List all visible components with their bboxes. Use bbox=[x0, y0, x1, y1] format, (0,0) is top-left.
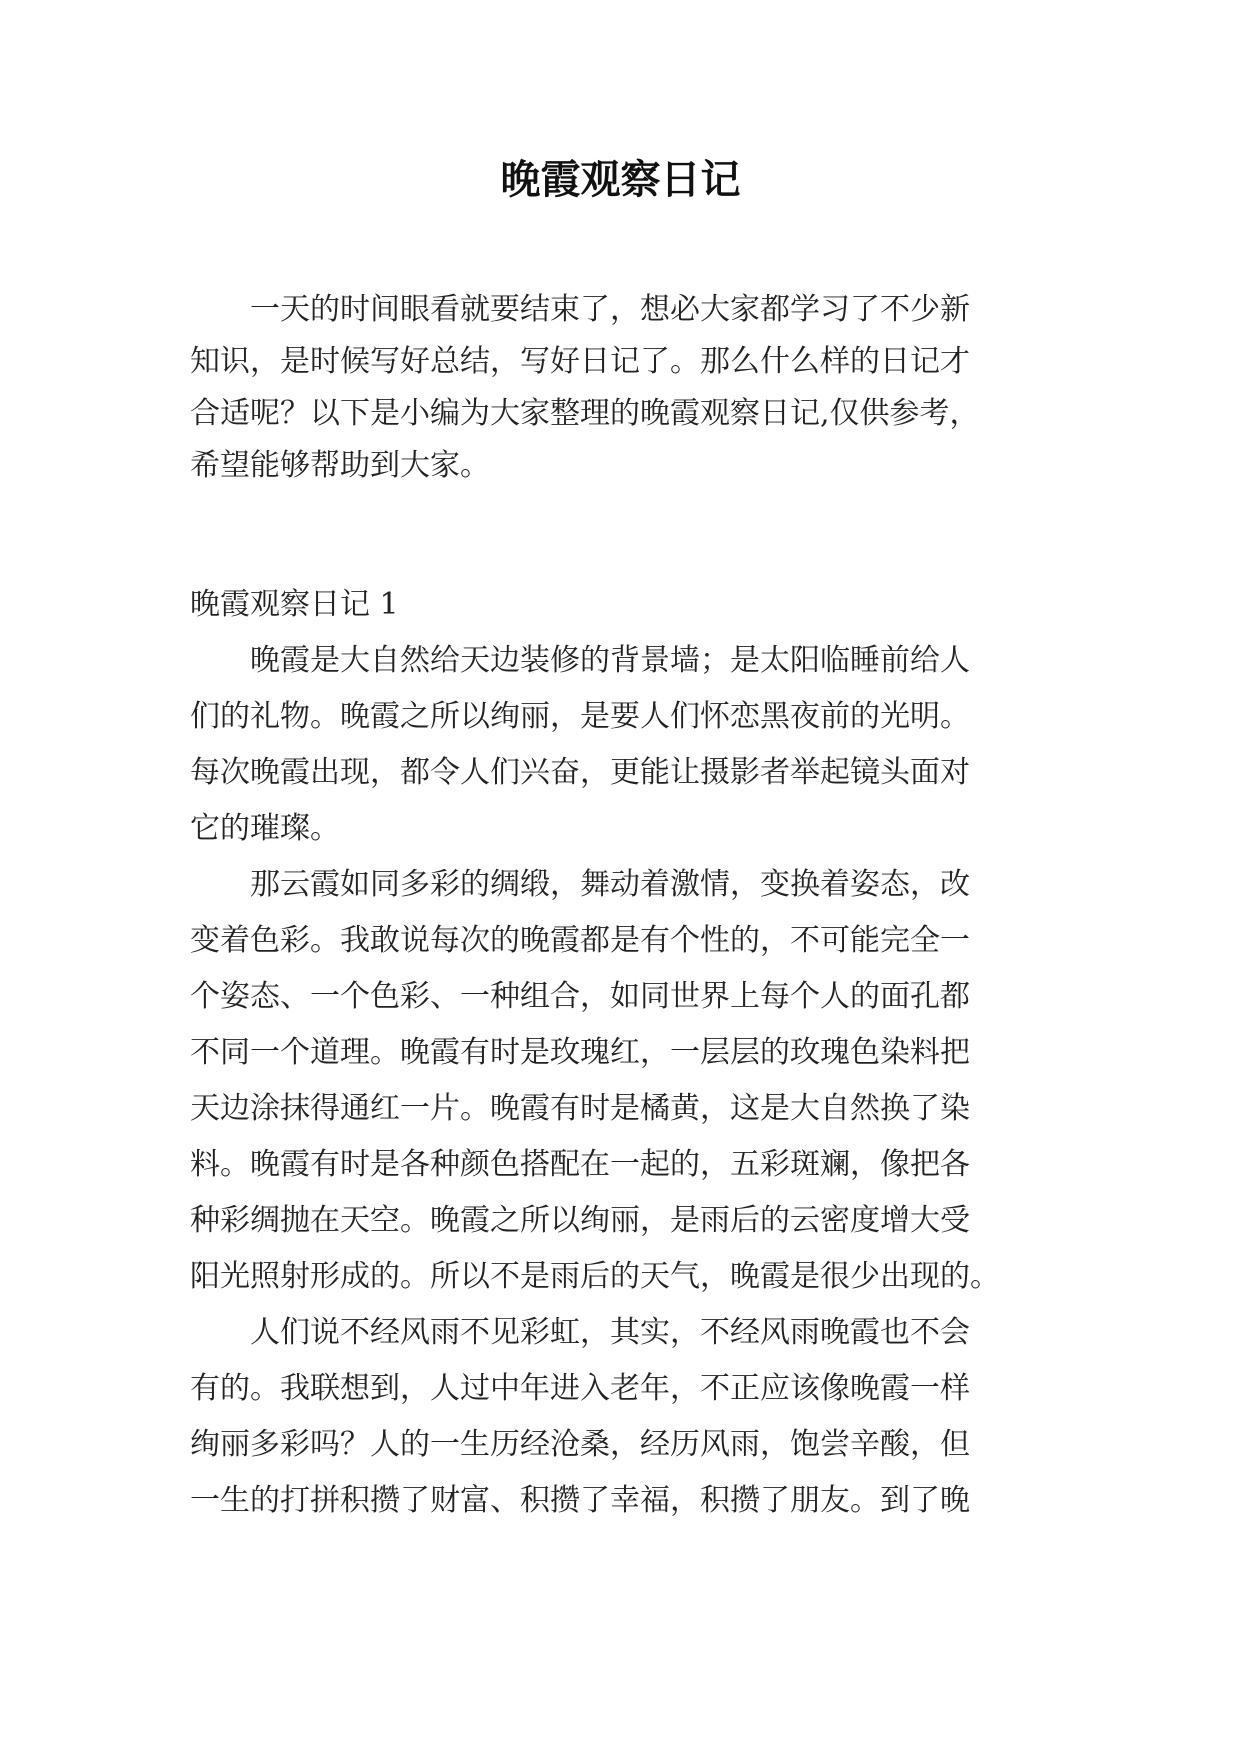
text-line: 绚丽多彩吗？人的一生历经沧桑，经历风雨，饱尝辛酸，但 bbox=[190, 1427, 970, 1462]
text-line: 不同一个道理。晚霞有时是玫瑰红，一层层的玫瑰色染料把 bbox=[190, 1035, 970, 1070]
text-line: 阳光照射形成的。所以不是雨后的天气，晚霞是很少出现的。 bbox=[190, 1259, 1000, 1294]
text-line: 那云霞如同多彩的绸缎，舞动着激情，变换着姿态，改 bbox=[250, 867, 970, 902]
text-line: 人们说不经风雨不见彩虹，其实，不经风雨晚霞也不会 bbox=[250, 1315, 970, 1350]
text-line: 种彩绸抛在天空。晚霞之所以绚丽，是雨后的云密度增大受 bbox=[190, 1203, 970, 1238]
text-line: 合适呢？以下是小编为大家整理的晚霞观察日记,仅供参考， bbox=[190, 396, 980, 431]
text-line: 一生的打拼积攒了财富、积攒了幸福，积攒了朋友。到了晚 bbox=[190, 1483, 970, 1518]
text-line: 知识，是时候写好总结，写好日记了。那么什么样的日记才 bbox=[190, 344, 970, 379]
text-line: 晚霞是大自然给天边装修的背景墙；是太阳临睡前给人 bbox=[250, 643, 970, 678]
text-line: 变着色彩。我敢说每次的晚霞都是有个性的，不可能完全一 bbox=[190, 923, 970, 958]
text-line: 料。晚霞有时是各种颜色搭配在一起的，五彩斑斓，像把各 bbox=[190, 1147, 970, 1182]
text-line: 每次晚霞出现，都令人们兴奋，更能让摄影者举起镜头面对 bbox=[190, 755, 970, 790]
section-heading-text: 晚霞观察日记 1 bbox=[190, 587, 399, 622]
text-line: 希望能够帮助到大家。 bbox=[190, 448, 490, 483]
text-line: 一天的时间眼看就要结束了，想必大家都学习了不少新 bbox=[250, 292, 970, 327]
text-line: 个姿态、一个色彩、一种组合，如同世界上每个人的面孔都 bbox=[190, 979, 970, 1014]
text-line: 有的。我联想到，人过中年进入老年，不正应该像晚霞一样 bbox=[190, 1371, 970, 1406]
text-line: 们的礼物。晚霞之所以绚丽，是要人们怀恋黑夜前的光明。 bbox=[190, 699, 970, 734]
text-line: 天边涂抹得通红一片。晚霞有时是橘黄，这是大自然换了染 bbox=[190, 1091, 970, 1126]
document-title: 晚霞观察日记 bbox=[500, 156, 741, 203]
text-line: 它的璀璨。 bbox=[190, 811, 340, 846]
